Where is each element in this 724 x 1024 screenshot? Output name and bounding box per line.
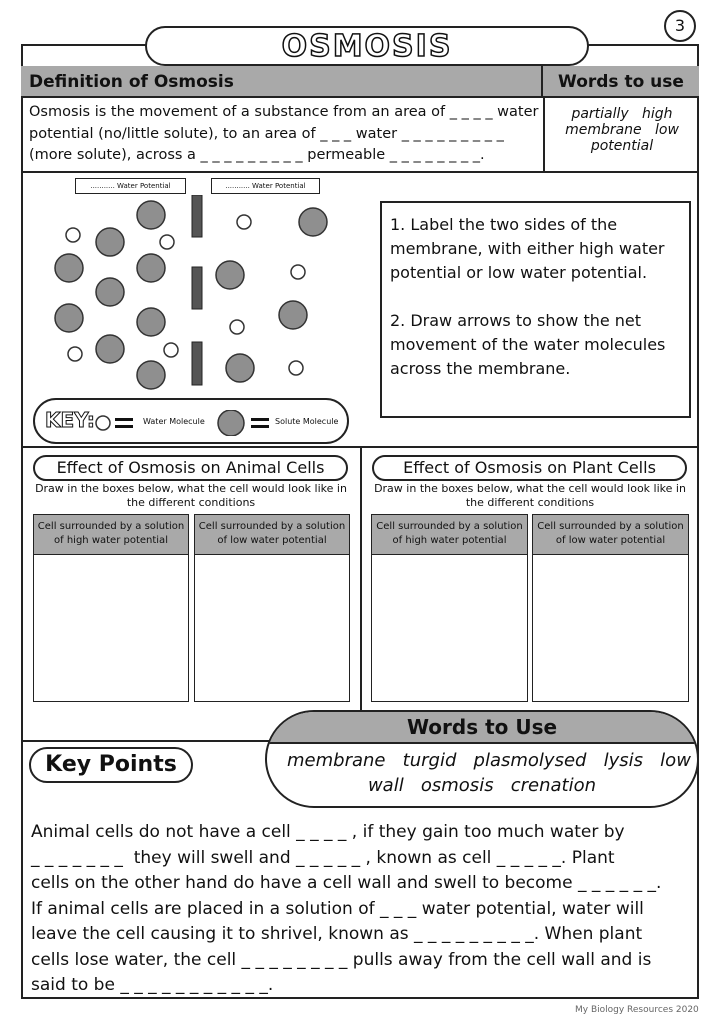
animal-instruction: Draw in the boxes below, what the cell would look like in the different conditions	[35, 482, 347, 509]
osmosis-diagram	[40, 195, 370, 395]
word-line: potential	[590, 138, 654, 154]
instruction-1: 1. Label the two sides of the membrane, with either high water potential or low water potential.	[390, 215, 665, 282]
animal-high-wp-box[interactable]	[33, 514, 189, 702]
definition-header: Definition of Osmosis	[21, 66, 543, 98]
solute-molecule	[55, 254, 83, 282]
instruction-2: 2. Draw arrows to show the net movement of the water molecules across the membrane.	[390, 311, 666, 378]
solute-molecule	[55, 304, 83, 332]
key-points-text	[31, 820, 691, 999]
page-title	[145, 26, 589, 66]
left-water-potential-label: ........... Water Potential	[75, 178, 186, 194]
words-to-use-bottom-header: Words to Use	[267, 712, 697, 744]
solute-molecule	[137, 361, 165, 389]
key-points-line: cells lose water, the cell _ _ _ _ _ _ _ _ pulls away from the cell wall and is	[31, 949, 652, 970]
plant-instruction: Draw in the boxes below, what the cell would look like in the different conditions	[374, 482, 686, 509]
diagram-key	[33, 398, 349, 444]
divider	[21, 740, 271, 742]
solute-molecule	[137, 201, 165, 229]
animal-low-wp-box[interactable]	[194, 514, 350, 702]
words-to-use-bottom	[265, 710, 699, 808]
key-points-line: said to be _ _ _ _ _ _ _ _ _ _ _.	[31, 975, 274, 995]
animal-cells-title: Effect of Osmosis on Animal Cells	[33, 455, 348, 481]
key-points-line: Animal cells do not have a cell _ _ _ _ , if they gain too much water by	[31, 822, 625, 842]
box-header: Cell surrounded by a solution of low water potential	[195, 515, 349, 555]
credit: My Biology Resources 2020	[575, 1005, 699, 1015]
solute-molecule	[216, 261, 244, 289]
definition-line: (more solute), across a _ _ _ _ _ _ _ _ _ permeable _ _ _ _ _ _ _ _.	[29, 147, 485, 163]
right-water-potential-label: ........... Water Potential	[211, 178, 320, 194]
membrane-segment	[192, 267, 202, 309]
words-to-use-list	[543, 98, 699, 172]
key-solute-label: Solute Molecule	[275, 417, 339, 426]
water-molecule	[289, 361, 303, 375]
water-molecule-icon	[96, 416, 110, 430]
title-text: OSMOSIS	[281, 29, 453, 64]
box-header: Cell surrounded by a solution of low water potential	[533, 515, 688, 555]
membrane-segment	[192, 195, 202, 237]
water-molecule	[237, 215, 251, 229]
word-line: wall osmosis crenation	[367, 775, 597, 796]
membrane-segment	[192, 342, 202, 385]
word-line: membrane turgid plasmolysed lysis low	[287, 750, 691, 771]
key-points-line: leave the cell causing it to shrivel, known as _ _ _ _ _ _ _ _ _. When plant	[31, 924, 643, 944]
solute-molecule	[96, 228, 124, 256]
solute-molecule	[299, 208, 327, 236]
key-points-line: _ _ _ _ _ _ _ they will swell and _ _ _ _ _ , known as cell _ _ _ _ _. Plant	[31, 847, 615, 868]
key-points-title: Key Points	[29, 747, 193, 783]
divider	[21, 171, 699, 173]
key-title: KEY:	[45, 408, 95, 432]
words-to-use-bottom-list	[267, 744, 697, 798]
key-points-line: cells on the other hand do have a cell wall and swell to become _ _ _ _ _ _.	[31, 873, 662, 893]
water-molecule	[291, 265, 305, 279]
definition-line: potential (no/little solute), to an area of _ _ _ water _ _ _ _ _ _ _ _ _	[29, 125, 504, 142]
water-molecule	[230, 320, 244, 334]
divider	[360, 446, 362, 710]
water-molecule	[164, 343, 178, 357]
box-header: Cell surrounded by a solution of high water potential	[372, 515, 527, 555]
box-header: Cell surrounded by a solution of high water potential	[34, 515, 188, 555]
word-line: partially high	[571, 106, 673, 122]
solute-molecule	[96, 335, 124, 363]
key-points-line: If animal cells are placed in a solution of _ _ _ water potential, water will	[31, 898, 644, 919]
water-molecule	[66, 228, 80, 242]
water-molecule	[160, 235, 174, 249]
page-number: 3	[664, 10, 696, 42]
plant-low-wp-box[interactable]	[532, 514, 689, 702]
instructions-box	[380, 201, 691, 418]
solute-molecule	[279, 301, 307, 329]
solute-molecule	[137, 308, 165, 336]
definition-line: Osmosis is the movement of a substance from an area of _ _ _ _ water	[29, 104, 539, 120]
words-to-use-header: Words to use	[543, 66, 699, 98]
plant-high-wp-box[interactable]	[371, 514, 528, 702]
definition-text	[29, 102, 539, 167]
solute-molecule-icon	[218, 410, 244, 436]
solute-molecule	[226, 354, 254, 382]
solute-molecule	[96, 278, 124, 306]
water-molecule	[68, 347, 82, 361]
key-water-label: Water Molecule	[143, 417, 205, 426]
plant-cells-title: Effect of Osmosis on Plant Cells	[372, 455, 687, 481]
word-line: membrane low	[565, 122, 679, 138]
solute-molecule	[137, 254, 165, 282]
